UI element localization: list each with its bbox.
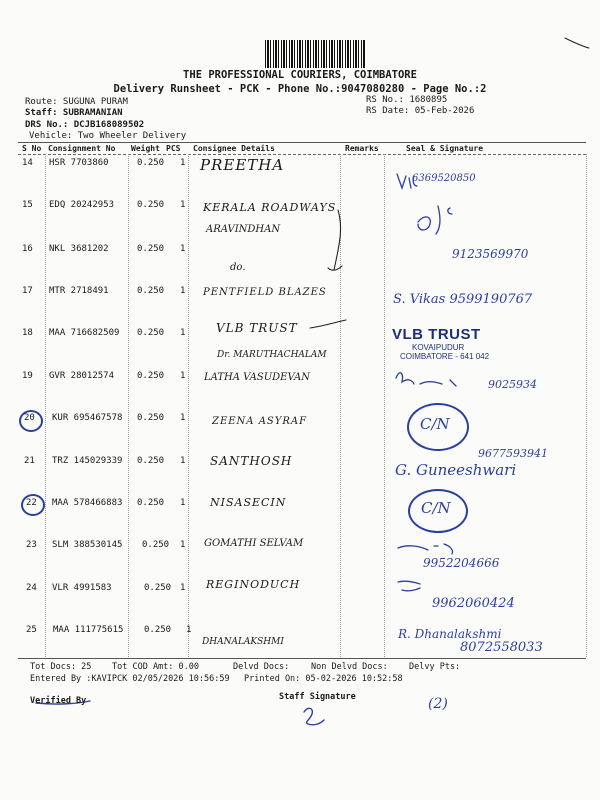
signature-stroke-14 [397, 174, 417, 188]
signature-stroke-19 [396, 373, 456, 386]
scribble-stroke [565, 38, 589, 48]
hw-consignee: ZEENA ASYRAF [212, 416, 308, 427]
row-weight: 0.250 [137, 158, 165, 168]
row-consignment: MAA 111775615 [53, 625, 124, 635]
row-sno: 21 [24, 456, 35, 466]
col-remarks: Remarks [345, 144, 379, 153]
hw-signature: S. Vikas 9599190767 [393, 292, 533, 307]
footer-rule [18, 658, 586, 659]
hw-signature: 9025934 [488, 378, 537, 391]
col-weight: Weight [131, 144, 160, 153]
row-sno: 17 [22, 286, 33, 296]
row-pcs: 1 [180, 413, 186, 423]
delivery-points: Delvy Pts: [409, 662, 461, 672]
row-sno: 22 [26, 498, 37, 508]
entered-by: Entered By :KAVIPCK 02/05/2026 10:56:59 [30, 674, 230, 684]
staff-signature-label: Staff Signature [279, 692, 356, 702]
row-pcs: 1 [180, 158, 186, 168]
row-sno: 24 [26, 583, 37, 593]
total-cod: Tot COD Amt: 0.00 [112, 662, 199, 672]
hw-page-mark: (2) [428, 696, 448, 712]
row-sno: 15 [22, 200, 33, 210]
hw-signature: 9952204666 [423, 556, 500, 570]
rs-date: RS Date: 05-Feb-2026 [366, 106, 475, 116]
hw-consignee: do. [230, 262, 246, 273]
row-consignment: MAA 716682509 [49, 328, 120, 338]
row-pcs: 1 [180, 456, 186, 466]
hw-consignee: PREETHA [200, 156, 285, 174]
row-pcs: 1 [180, 540, 186, 550]
row-consignment: HSR 7703860 [49, 158, 109, 168]
row-sno: 25 [26, 625, 37, 635]
hw-consignee: GOMATHI SELVAM [204, 538, 304, 549]
hw-consignee: DHANALAKSHMI [202, 637, 284, 647]
col-consignment: Consignment No [48, 144, 116, 153]
non-delivered-docs: Non Delvd Docs: [311, 662, 388, 672]
row-sno: 16 [22, 244, 33, 254]
hw-signature: 8072558033 [460, 640, 543, 655]
runsheet-subtitle: Delivery Runsheet - PCK - Phone No.:9047080280 - Page No.:2 [113, 83, 487, 95]
hw-consignee: KERALA ROADWAYS [203, 201, 337, 214]
row-pcs: 1 [180, 328, 186, 338]
row-sno: 20 [24, 413, 35, 423]
hw-consignee: VLB TRUST [216, 321, 298, 335]
signature-stroke-16 [418, 206, 452, 234]
signature-stroke-24 [398, 581, 420, 591]
row-consignment: MAA 578466883 [52, 498, 123, 508]
row-weight: 0.250 [137, 286, 165, 296]
company-title: THE PROFESSIONAL COURIERS, COIMBATORE [183, 69, 417, 81]
hw-signature: G. Guneeshwari [395, 461, 517, 479]
row-consignment: NKL 3681202 [49, 244, 109, 254]
hw-consignee: ARAVINDHAN [206, 224, 281, 235]
row-weight: 0.250 [137, 371, 165, 381]
row-consignment: MTR 2718491 [49, 286, 109, 296]
hw-consignee: SANTHOSH [210, 454, 293, 468]
row-weight: 0.250 [144, 583, 172, 593]
row-sno: 23 [26, 540, 37, 550]
row-consignment: KUR 695467578 [52, 413, 123, 423]
row-weight: 0.250 [137, 456, 165, 466]
row-pcs: 1 [180, 244, 186, 254]
scribble-stroke [328, 210, 342, 270]
hw-consignee: REGINODUCH [206, 578, 301, 591]
signature-stroke-23 [398, 544, 453, 554]
row-sno: 19 [22, 371, 33, 381]
row-weight: 0.250 [137, 328, 165, 338]
hw-signature: 6369520850 [412, 173, 476, 184]
row-sno: 14 [22, 158, 33, 168]
hw-consignee: NISASECIN [210, 496, 287, 509]
hw-signature: 9677593941 [478, 447, 548, 460]
row-sno: 18 [22, 328, 33, 338]
row-pcs: 1 [180, 286, 186, 296]
route: Route: SUGUNA PURAM [25, 97, 128, 107]
row-weight: 0.250 [137, 244, 165, 254]
verified-by-label: Verified By [30, 696, 87, 706]
col-seal: Seal & Signature [406, 144, 484, 153]
row-consignment: TRZ 145029339 [52, 456, 123, 466]
row-pcs: 1 [180, 498, 186, 508]
staff-signature-stroke [304, 708, 324, 724]
hw-signature: R. Dhanalakshmi [398, 627, 502, 641]
staff: Staff: SUBRAMANIAN [25, 108, 123, 118]
hw-signature: 9123569970 [452, 247, 529, 261]
row-pcs: 1 [180, 371, 186, 381]
row-weight: 0.250 [142, 540, 170, 550]
row-consignment: GVR 28012574 [49, 371, 115, 381]
col-consignee: Consignee Details [193, 144, 275, 153]
row-pcs: 1 [186, 625, 192, 635]
row-consignment: VLR 4991583 [52, 583, 112, 593]
delivered-docs: Delvd Docs: [233, 662, 290, 672]
vehicle: Vehicle: Two Wheeler Delivery [29, 131, 187, 141]
row-consignment: EDQ 20242953 [49, 200, 115, 210]
row-pcs: 1 [180, 200, 186, 210]
hw-cn-mark: C/N [421, 499, 451, 517]
row-weight: 0.250 [137, 413, 165, 423]
row-weight: 0.250 [137, 498, 165, 508]
drs-number: DRS No.: DCJB168089502 [25, 120, 145, 130]
col-sno: S No [22, 144, 42, 153]
hw-consignee: LATHA VASUDEVAN [204, 372, 310, 383]
hw-cn-mark: C/N [420, 415, 450, 433]
stamp-line: VLB TRUST [392, 326, 481, 343]
scribble-stroke [310, 320, 346, 328]
row-consignment: SLM 388530145 [52, 540, 123, 550]
row-weight: 0.250 [137, 200, 165, 210]
total-docs: Tot Docs: 25 [30, 662, 92, 672]
row-pcs: 1 [180, 583, 186, 593]
stamp-line: COIMBATORE - 641 042 [400, 352, 490, 361]
hw-consignee: Dr. MARUTHACHALAM [217, 350, 327, 360]
col-pcs: PCS [166, 144, 181, 153]
stamp-line: KOVAIPUDUR [412, 343, 465, 352]
row-weight: 0.250 [144, 625, 172, 635]
printed-on: Printed On: 05-02-2026 10:52:58 [244, 674, 403, 684]
hw-consignee: PENTFIELD BLAZES [203, 287, 327, 298]
rs-number: RS No.: 1680895 [366, 95, 448, 105]
hw-signature: 9962060424 [432, 596, 515, 611]
